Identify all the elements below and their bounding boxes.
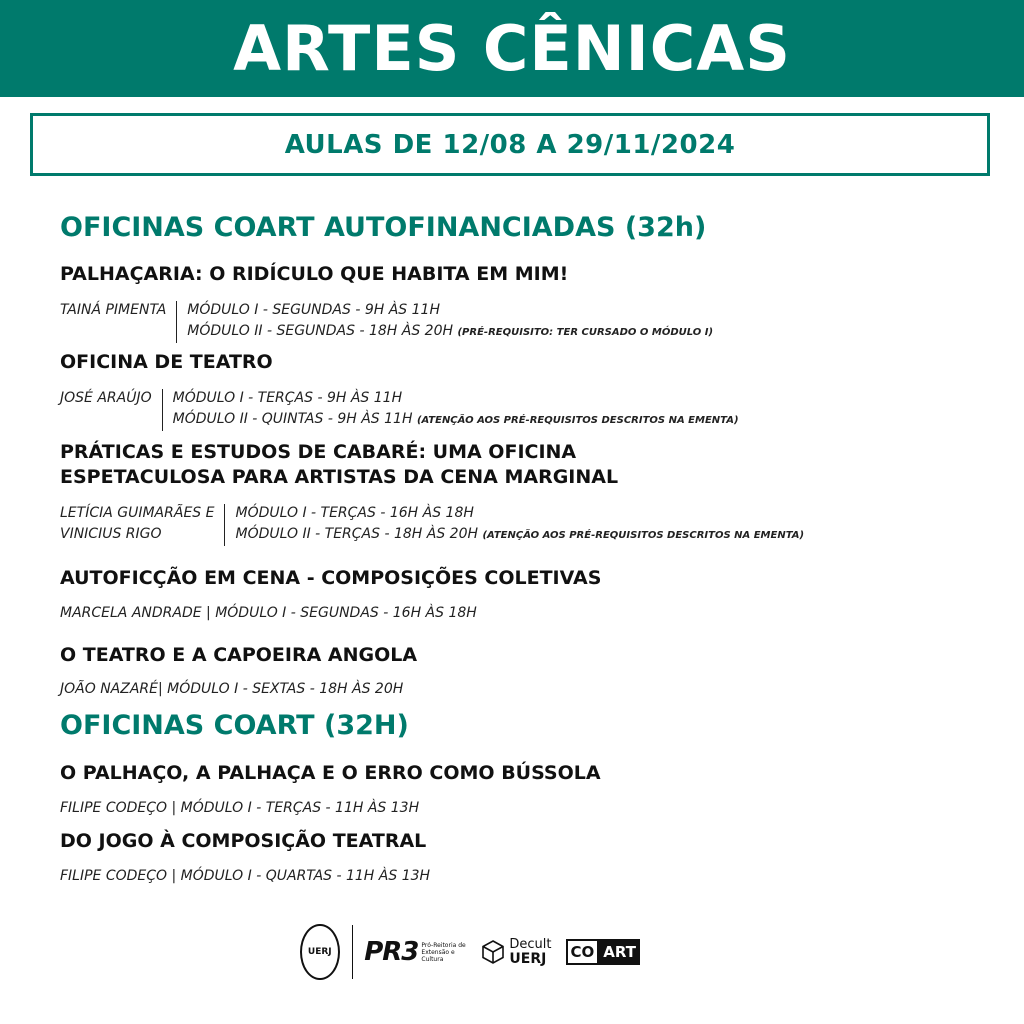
course-title-line: OFICINA DE TEATRO [60,351,273,373]
course-title-cabare [60,440,618,490]
course-title-oficina-teatro [60,350,273,375]
module-line: MÓDULO II - TERÇAS - 18H ÀS 20H (ATENÇÃO AOS PRÉ-REQUISITOS DESCRITOS NA EMENTA) [235,526,805,542]
course-title-palhacaria [60,262,568,287]
course-info-oficina-teatro [60,388,739,431]
teacher-names: LETÍCIA GUIMARÃES E VINICIUS RIGO [60,505,215,542]
module-list [187,300,713,343]
course-info-capoeira: JOÃO NAZARÉ| MÓDULO I - SEXTAS - 18H ÀS 20H [60,681,404,697]
course-title-line: AUTOFICÇÃO EM CENA - COMPOSIÇÕES COLETIVAS [60,567,602,589]
dates-text: AULAS DE 12/08 A 29/11/2024 [284,129,736,160]
course-info-autoficcao: MARCELA ANDRADE | MÓDULO I - SEGUNDAS - 16H ÀS 18H [60,605,477,621]
divider-line [162,389,163,431]
module-line: MÓDULO II - QUINTAS - 9H ÀS 11H (ATENÇÃO AOS PRÉ-REQUISITOS DESCRITOS NA EMENTA) [172,411,739,427]
cube-icon [481,940,505,964]
module-note: (PRÉ-REQUISITO: TER CURSADO O MÓDULO I) [457,327,714,338]
course-title-line: PALHAÇARIA: O RIDÍCULO QUE HABITA EM MIM! [60,263,569,285]
course-info-cabare [60,503,804,546]
module-list [173,388,739,431]
coart-logo: CO ART [566,939,640,965]
dates-box [30,113,990,176]
course-title-line: PRÁTICAS E ESTUDOS DE CABARÉ: UMA OFICINA [60,441,577,463]
course-title-autoficcao [60,566,601,591]
pr3-logo: PR3 Pró-Reitoria de Extensão e Cultura [364,937,466,967]
course-title-jogo-composicao [60,829,426,854]
course-info-jogo-composicao: FILIPE CODEÇO | MÓDULO I - QUARTAS - 11H ÀS 13H [60,868,431,884]
divider-line [176,301,177,343]
course-title-line: ESPETACULOSA PARA ARTISTAS DA CENA MARGINAL [60,466,619,488]
course-info-palhaco-bussola: FILIPE CODEÇO | MÓDULO I - TERÇAS - 11H ÀS 13H [60,800,420,816]
divider-line [224,504,225,546]
module-line: MÓDULO I - SEGUNDAS - 9H ÀS 11H [187,302,440,318]
module-line: MÓDULO I - TERÇAS - 16H ÀS 18H [235,505,474,521]
logo-strip [300,920,640,984]
decult-logo: Decult UERJ [481,938,551,966]
uerj-seal-logo: UERJ [300,924,340,980]
section-title-coart: OFICINAS COART (32H) [60,710,409,741]
header-banner [0,0,1024,97]
teacher-name: TAINÁ PIMENTA [60,302,167,318]
course-info-palhacaria [60,300,713,343]
section-title-autofinanciadas: OFICINAS COART AUTOFINANCIADAS (32h) [60,212,707,243]
course-title-capoeira [60,643,417,668]
module-line: MÓDULO II - SEGUNDAS - 18H ÀS 20H (PRÉ-REQUISITO: TER CURSADO O MÓDULO I) [187,323,714,339]
course-title-line: DO JOGO À COMPOSIÇÃO TEATRAL [60,830,427,852]
course-title-line: O PALHAÇO, A PALHAÇA E O ERRO COMO BÚSSOLA [60,762,601,784]
course-title-line: O TEATRO E A CAPOEIRA ANGOLA [60,644,418,666]
module-note: (ATENÇÃO AOS PRÉ-REQUISITOS DESCRITOS NA EMENTA) [482,530,805,541]
module-note: (ATENÇÃO AOS PRÉ-REQUISITOS DESCRITOS NA EMENTA) [416,415,739,426]
course-title-palhaco-bussola [60,761,601,786]
page-title: ARTES CÊNICAS [233,11,791,85]
teacher-name: JOSÉ ARAÚJO [60,390,152,406]
logo-divider [352,925,353,979]
module-list [235,503,804,546]
module-line: MÓDULO I - TERÇAS - 9H ÀS 11H [172,390,403,406]
